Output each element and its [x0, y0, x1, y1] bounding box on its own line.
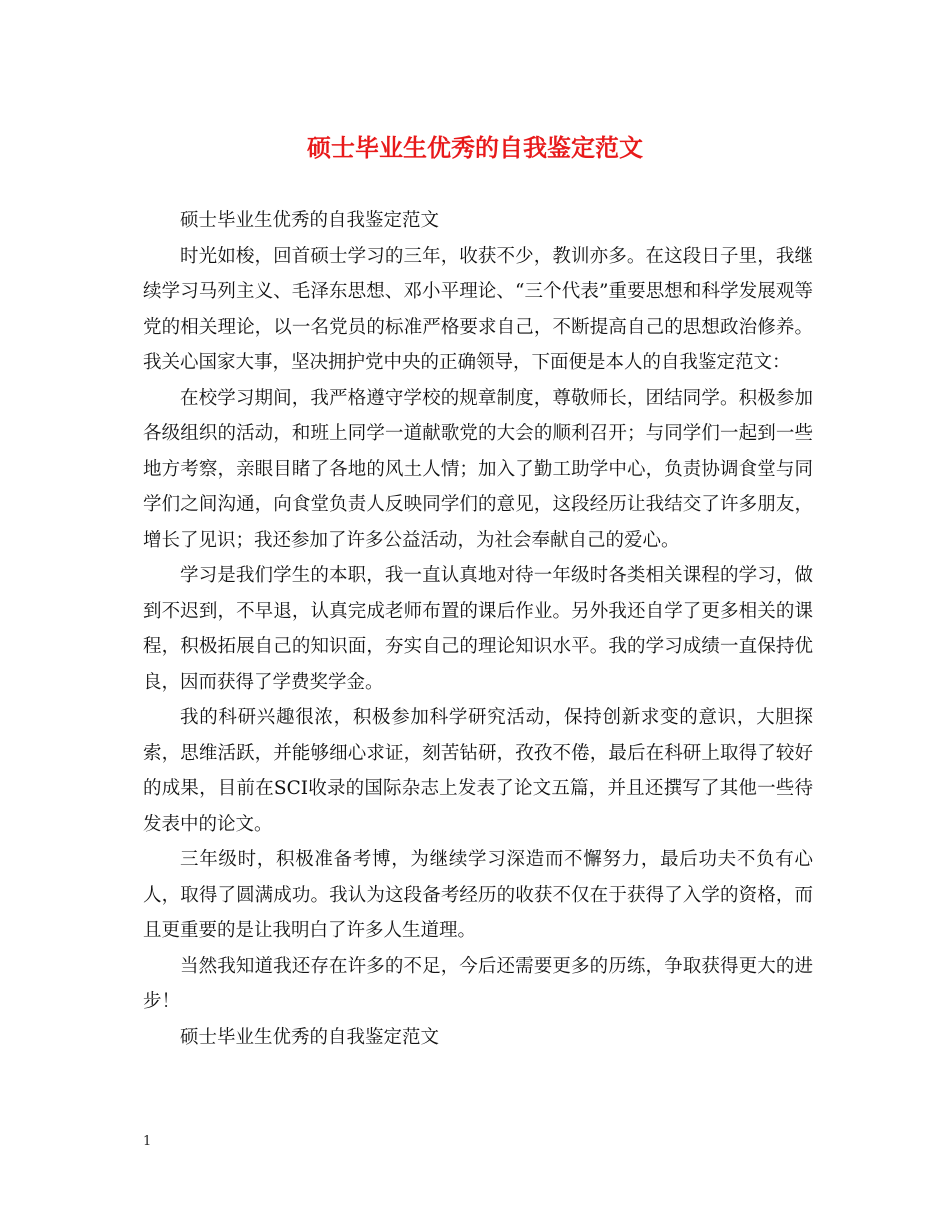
document-body	[143, 203, 813, 1055]
page-number: 1	[143, 1134, 152, 1149]
paragraph-research: 我的科研兴趣很浓，积极参加科学研究活动，保持创新求变的意识，大胆探索，思维活跃，并能够细心求证，刻苦钻研，孜孜不倦，最后在科研上取得了较好的成果，目前在SCI收录的国际杂志上发表了论文五篇，并且还撰写了其他一些待发表中的论文。	[143, 707, 813, 835]
paragraph-doctoral-exam: 三年级时，积极准备考博，为继续学习深造而不懈努力，最后功夫不负有心人，取得了圆满成功。我认为这段备考经历的收获不仅在于获得了入学的资格，而且更重要的是让我明白了许多人生道理。	[143, 849, 813, 941]
paragraph-intro: 时光如梭，回首硕士学习的三年，收获不少，教训亦多。在这段日子里，我继续学习马列主义、毛泽东思想、邓小平理论、“三个代表”重要思想和科学发展观等党的相关理论，以一名党员的标准严格要求自己，不断提高自己的思想政治修养。我关心国家大事，坚决拥护党中央的正确领导，下面便是本人的自我鉴定范文：	[143, 245, 813, 373]
page-title: 硕士毕业生优秀的自我鉴定范文	[307, 134, 643, 162]
paragraph-repeated-title: 硕士毕业生优秀的自我鉴定范文	[180, 210, 440, 231]
paragraph-closing: 当然我知道我还存在许多的不足，今后还需要更多的历练，争取获得更大的进步！	[143, 955, 813, 1012]
paragraph-campus-life: 在校学习期间，我严格遵守学校的规章制度，尊敬师长，团结同学。积极参加各级组织的活动，和班上同学一道献歌党的大会的顺利召开；与同学们一起到一些地方考察，亲眼目睹了各地的风土人情；加入了勤工助学中心，负责协调食堂与同学们之间沟通，向食堂负责人反映同学们的意见，这段经历让我结交了许多朋友，增长了见识；我还参加了许多公益活动，为社会奉献自己的爱心。	[143, 387, 813, 551]
paragraph-footer-title: 硕士毕业生优秀的自我鉴定范文	[180, 1026, 440, 1048]
paragraph-study: 学习是我们学生的本职，我一直认真地对待一年级时各类相关课程的学习，做到不迟到，不早退，认真完成老师布置的课后作业。另外我还自学了更多相关的课程，积极拓展自己的知识面，夯实自己的理论知识水平。我的学习成绩一直保持优良，因而获得了学费奖学金。	[143, 565, 813, 693]
